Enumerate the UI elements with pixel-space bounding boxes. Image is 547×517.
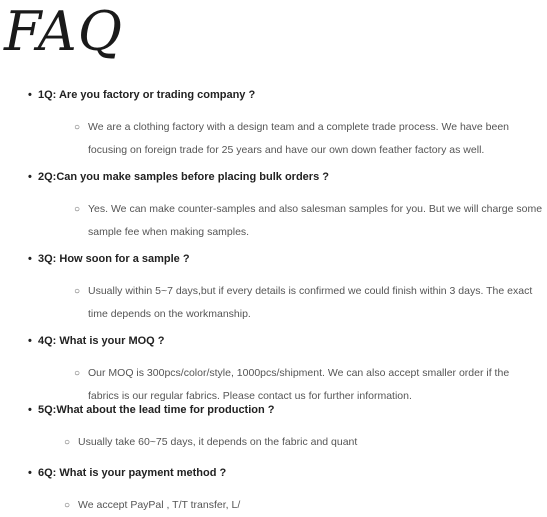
faq-question-6 xyxy=(28,465,226,481)
bullet-icon: • xyxy=(28,335,32,347)
question-text: 6Q: What is your payment method ? xyxy=(38,467,227,479)
answer-line: Usually take 60~75 days, it depends on the fabric and quant xyxy=(78,436,358,448)
question-text: 4Q: What is your MOQ ? xyxy=(38,335,165,347)
faq-answer-4 xyxy=(74,362,509,407)
question-text: 1Q: Are you factory or trading company ? xyxy=(38,89,256,101)
faq-question-3 xyxy=(28,251,190,267)
bullet-icon: • xyxy=(28,404,32,416)
page-title: FAQ xyxy=(4,0,124,63)
bullet-icon: • xyxy=(28,467,32,479)
circle-bullet-icon: ○ xyxy=(74,122,81,133)
answer-line: Yes. We can make counter-samples and also salesman samples for you. But we will charge some xyxy=(88,203,543,215)
bullet-icon: • xyxy=(28,89,32,101)
circle-bullet-icon: ○ xyxy=(74,286,81,297)
faq-answer-5 xyxy=(64,431,357,454)
answer-line: sample fee when making samples. xyxy=(88,226,250,238)
answer-line: We accept PayPal , T/T transfer, L/ xyxy=(78,499,241,511)
bullet-icon: • xyxy=(28,253,32,265)
answer-line: Our MOQ is 300pcs/color/style, 1000pcs/shipment. We can also accept smaller order if the xyxy=(88,367,510,379)
faq-answer-6 xyxy=(64,494,240,517)
question-text: 2Q:Can you make samples before placing bulk orders ? xyxy=(38,171,329,183)
answer-line: Usually within 5~7 days,but if every details is confirmed we could finish within 3 days. The exact xyxy=(88,285,533,297)
faq-answer-3 xyxy=(74,280,532,325)
answer-line: We are a clothing factory with a design team and a complete trade process. We have been xyxy=(88,121,510,133)
circle-bullet-icon: ○ xyxy=(74,368,81,379)
circle-bullet-icon: ○ xyxy=(74,204,81,215)
faq-answer-1 xyxy=(74,116,509,161)
faq-answer-2 xyxy=(74,198,542,243)
answer-line: focusing on foreign trade for 25 years and have our own down feather factory as well. xyxy=(88,144,485,156)
faq-question-5 xyxy=(28,402,275,418)
faq-question-1 xyxy=(28,87,255,103)
circle-bullet-icon: ○ xyxy=(64,500,71,511)
question-text: 5Q:What about the lead time for production ? xyxy=(38,404,275,416)
circle-bullet-icon: ○ xyxy=(64,437,71,448)
answer-line: fabrics is our regular fabrics. Please contact us for further information. xyxy=(88,390,412,402)
bullet-icon: • xyxy=(28,171,32,183)
answer-line: time depends on the workmanship. xyxy=(88,308,251,320)
faq-question-2 xyxy=(28,169,329,185)
faq-question-4 xyxy=(28,333,165,349)
question-text: 3Q: How soon for a sample ? xyxy=(38,253,190,265)
